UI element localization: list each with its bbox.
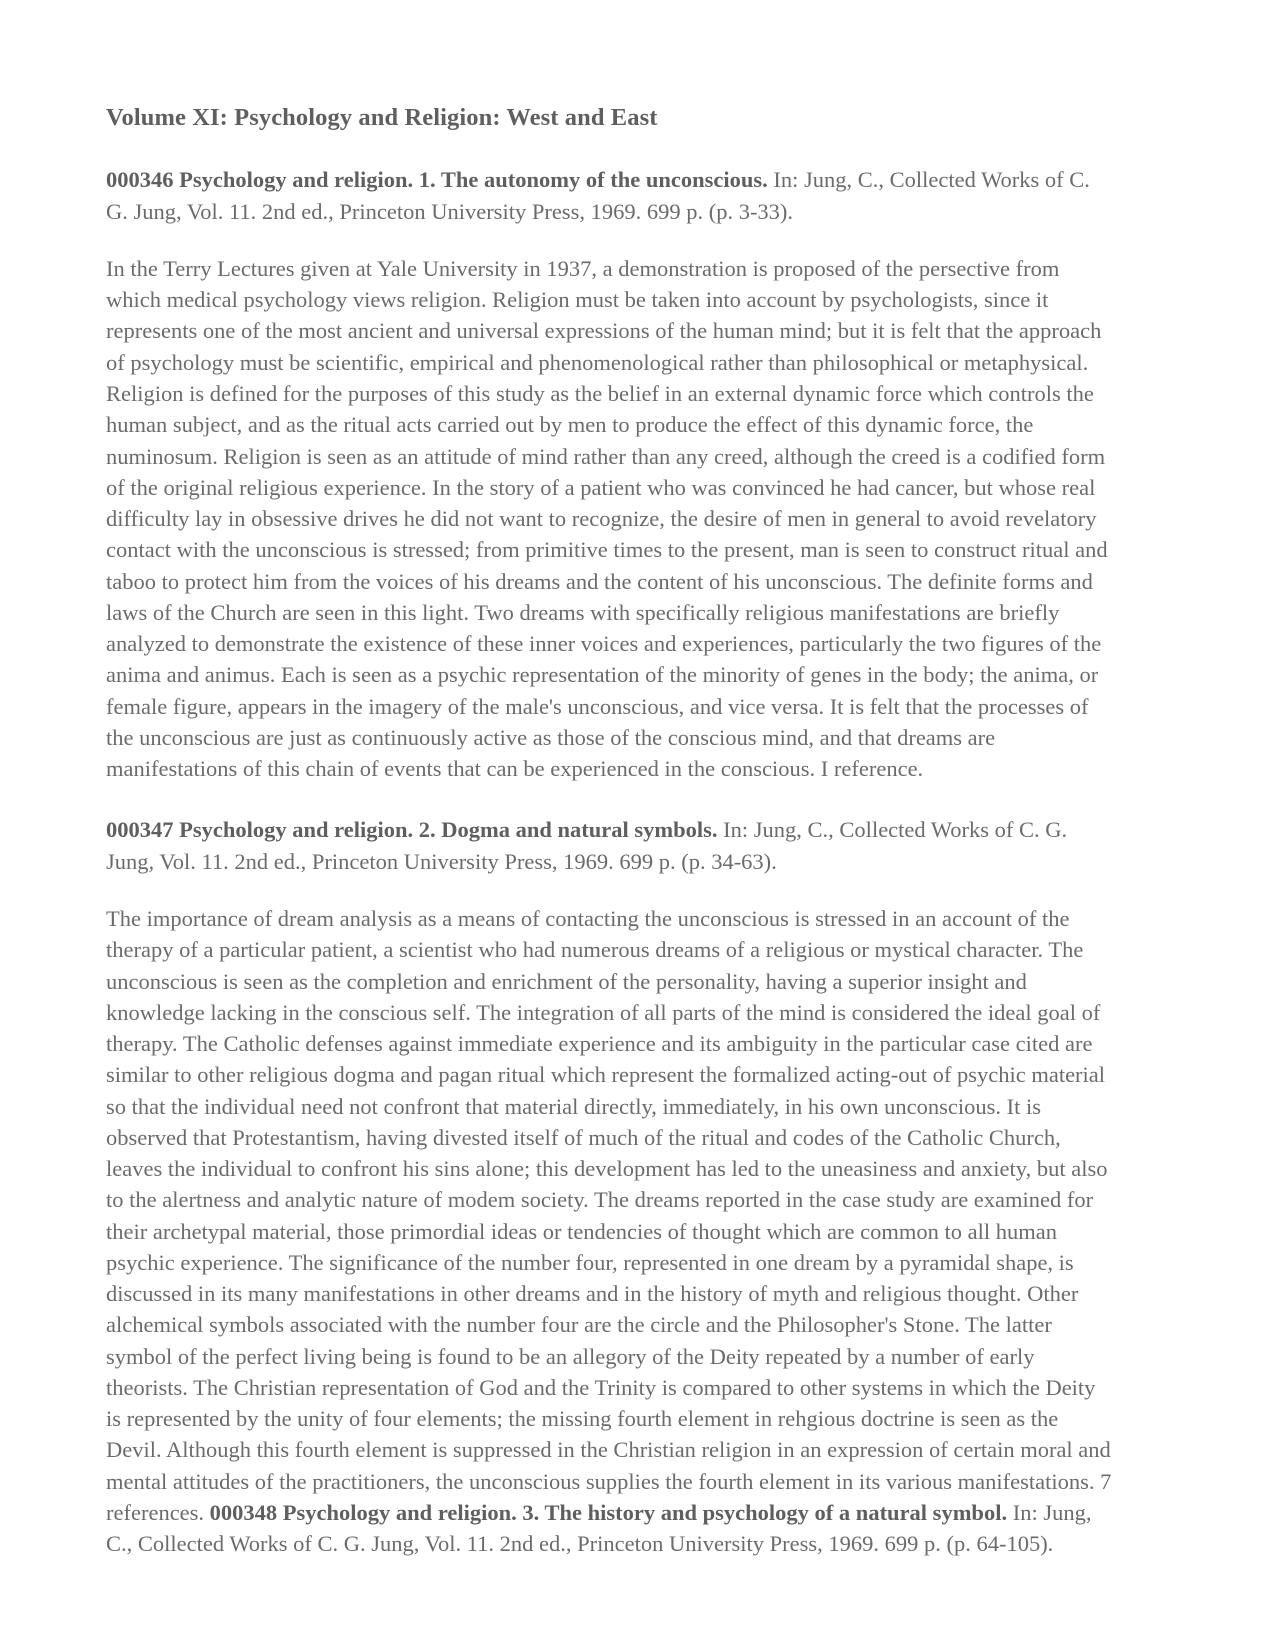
citation-000346 — [106, 164, 1115, 227]
citation-source-000347: In: Jung, C., Collected Works of C. G. Jung, Vol. 11. 2nd ed., Princeton University Press, 1969. 699 p. (p. 34-63). — [106, 817, 1068, 874]
bibliography-entry-000347 — [106, 814, 1115, 1559]
page-title: Volume XI: Psychology and Religion: West and East — [106, 104, 658, 131]
citation-source-000346: In: Jung, C., Collected Works of C. G. Jung, Vol. 11. 2nd ed., Princeton University Press, 1969. 699 p. (p. 3-33). — [106, 167, 1090, 224]
citation-source-000348: In: Jung, C., Collected Works of C. G. Jung, Vol. 11. 2nd ed., Princeton University Press, 1969. 699 p. (p. 64-105). — [106, 1500, 1092, 1557]
abstract-000347 — [106, 903, 1115, 1560]
abstract-body-000347: The importance of dream analysis as a means of contacting the unconscious is stressed in an account of the therapy of a particular patient, a scientist who had numerous dreams of a religious or mystical character. The unconscious is seen as the completion and enrichment of the personality, having a superior insight and knowledge lacking in the conscious self. The integration of all parts of the mind is considered the ideal goal of therapy. The Catholic defenses against immediate experience and its ambiguity in the particular case cited are similar to other religious dogma and pagan ritual which represent the formalized acting-out of psychic material so that the individual need not confront that material directly, immediately, in his own unconscious. It is observed that Protestantism, having divested itself of much of the ritual and codes of the Catholic Church, leaves the individual to confront his sins alone; this development has led to the uneasiness and anxiety, but also to the alertness and analytic nature of modem society. The dreams reported in the case study are examined for their archetypal material, those primordial ideas or tendencies of thought which are common to all human psychic experience. The significance of the number four, represented in one dream by a pyramidal shape, is discussed in its many manifestations in other dreams and in the history of myth and religious thought. Other alchemical symbols associated with the number four are the circle and the Philosopher's Stone. The latter symbol of the perfect living being is found to be an allegory of the Deity repeated by a number of early theorists. The Christian representation of God and the Trinity is compared to other systems in which the Deity is represented by the unity of four elements; the missing fourth element in rehgious doctrine is seen as the Devil. Although this fourth element is suppressed in the Christian religion in an expression of certain moral and mental attitudes of the practitioners, the unconscious supplies the fourth element in its various manifestations. 7 references. — [106, 905, 1112, 1526]
citation-heading-000347: 000347 Psychology and religion. 2. Dogma and natural symbols. — [106, 817, 718, 843]
citation-heading-000348: 000348 Psychology and religion. 3. The history and psychology of a natural symbol. — [209, 1500, 1008, 1526]
citation-heading-000346: 000346 Psychology and religion. 1. The autonomy of the unconscious. — [106, 167, 768, 193]
citation-000347 — [106, 814, 1115, 877]
abstract-000346: In the Terry Lectures given at Yale University in 1937, a demonstration is proposed of the persective from which medical psychology views religion. Religion must be taken into account by psychologists, since it represents one of the most ancient and universal expressions of the human mind; but it is felt that the approach of psychology must be scientific, empirical and phenomenological rather than philosophical or metaphysical. Religion is defined for the purposes of this study as the belief in an external dynamic force which controls the human subject, and as the ritual acts carried out by men to produce the effect of this dynamic force, the numinosum. Religion is seen as an attitude of mind rather than any creed, although the creed is a codified form of the original religious experience. In the story of a patient who was convinced he had cancer, but whose real difficulty lay in obsessive drives he did not want to recognize, the desire of men in general to avoid revelatory contact with the unconscious is stressed; from primitive times to the present, man is seen to construct ritual and taboo to protect him from the voices of his dreams and the content of his unconscious. The definite forms and laws of the Church are seen in this light. Two dreams with specifically religious manifestations are briefly analyzed to demonstrate the existence of these inner voices and experiences, particularly the two figures of the anima and animus. Each is seen as a psychic representation of the minority of genes in the body; the anima, or female figure, appears in the imagery of the male's unconscious, and vice versa. It is felt that the processes of the unconscious are just as continuously active as those of the conscious mind, and that dreams are manifestations of this chain of events that can be experienced in the conscious. I reference. — [106, 255, 1108, 782]
bibliography-entry-000346 — [106, 164, 1115, 784]
